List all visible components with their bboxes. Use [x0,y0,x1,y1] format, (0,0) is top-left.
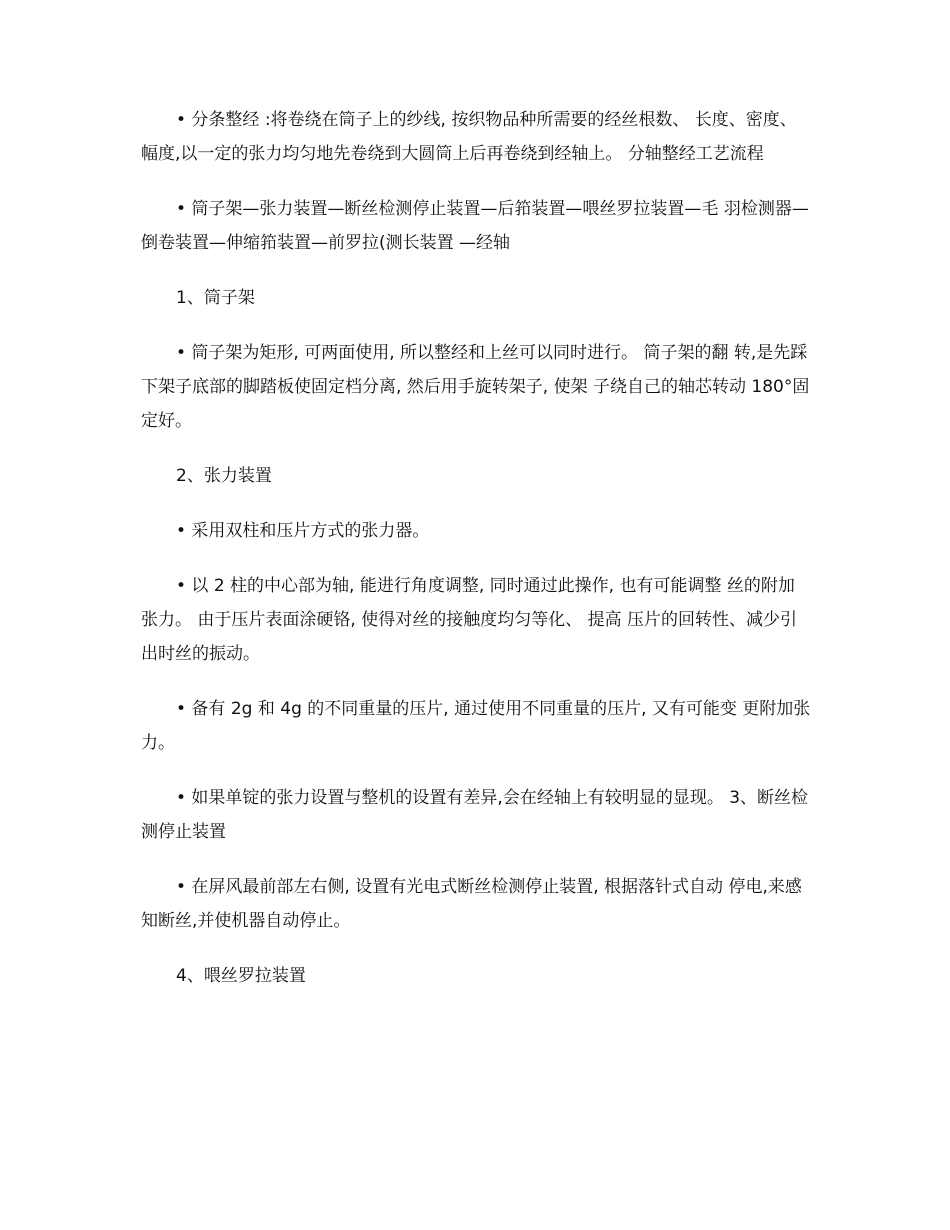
paragraph-sectional-warping: • 分条整经 :将卷绕在筒子上的纱线, 按织物品种所需要的经丝根数、 长度、密度、幅度,以一定的张力均匀地先卷绕到大圆筒上后再卷绕到经轴上。 分轴整经工艺流程 [141,110,797,164]
paragraph-tension-adjustment: • 以 2 柱的中心部为轴, 能进行角度调整, 同时通过此操作, 也有可能调整 丝的附加张力。 由于压片表面涂硬铬, 使得对丝的接触度均匀等化、 提高 压片的回转性、减少引出时丝的振动。 [141,576,798,664]
heading-tension-device: 2、张力装置 [176,466,272,486]
heading-creel: 1、筒子架 [176,288,255,308]
paragraph-tension-difference: • 如果单锭的张力设置与整机的设置有差异,会在经轴上有较明显的显现。 3、断丝检测停止装置 [141,788,809,842]
heading-feed-roller: 4、喂丝罗拉装置 [176,966,306,986]
paragraph-process-flow: • 筒子架—张力装置—断丝检测停止装置—后筘装置—喂丝罗拉装置—毛 羽检测器—倒卷装置—伸缩筘装置—前罗拉(测长装置 —经轴 [141,199,809,253]
paragraph-creel-description: • 筒子架为矩形, 可两面使用, 所以整经和上丝可以同时进行。 筒子架的翻 转,是先踩下架子底部的脚踏板使固定档分离, 然后用手旋转架子, 使架 子绕自己的轴芯转动 180°固定好。 [141,343,810,431]
paragraph-pressure-plates: • 备有 2g 和 4g 的不同重量的压片, 通过使用不同重量的压片, 又有可能变 更附加张力。 [141,699,811,753]
paragraph-tensioner-type: • 采用双柱和压片方式的张力器。 [176,521,430,541]
paragraph-break-detection: • 在屏风最前部左右侧, 设置有光电式断丝检测停止装置, 根据落针式自动 停电,来感知断丝,并使机器自动停止。 [141,877,802,931]
document-body [141,103,811,1014]
